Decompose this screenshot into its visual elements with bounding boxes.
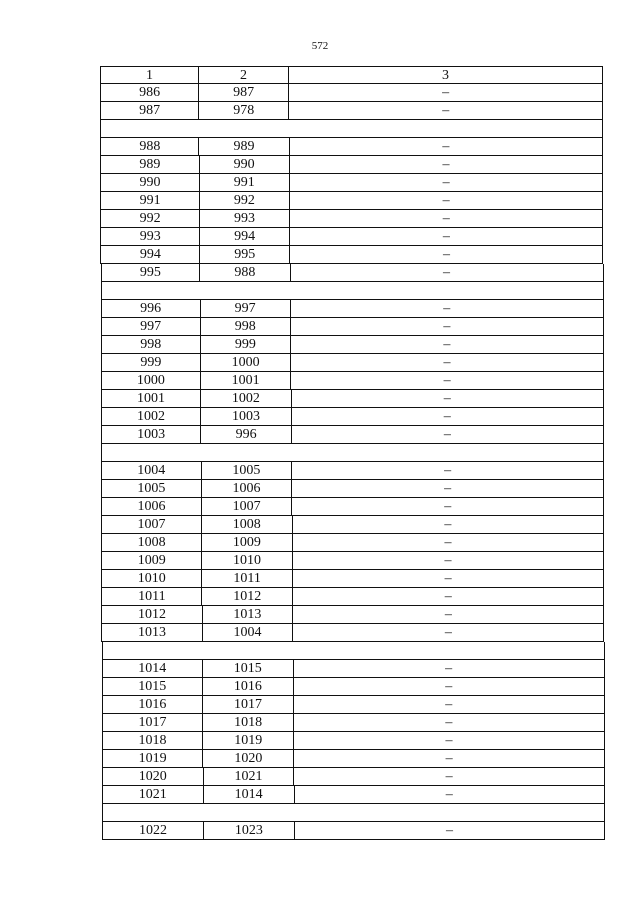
cell-col-3: –	[443, 265, 451, 280]
table-row	[100, 228, 603, 246]
cell-col-3: –	[445, 769, 453, 784]
cell-col-2: 1002	[200, 390, 291, 407]
table-row	[101, 408, 604, 426]
cell-col-3: –	[444, 517, 452, 532]
cell-col-2: 990	[199, 156, 290, 173]
cell-col-2: 994	[199, 228, 290, 245]
cell-col-3: –	[444, 625, 452, 640]
cell-col-2: 1001	[200, 372, 291, 389]
cell-col-1: 1013	[138, 625, 167, 640]
cell-col-2: 1009	[201, 534, 293, 551]
cell-col-2: 988	[199, 264, 290, 281]
cell-col-3: –	[444, 607, 452, 622]
cell-col-2: 991	[199, 174, 290, 191]
cell-col-1: 1009	[137, 553, 166, 568]
table-row	[101, 552, 604, 570]
cell-col-3: –	[443, 409, 451, 424]
table-row	[102, 822, 605, 840]
cell-col-1: 1020	[138, 769, 167, 784]
cell-col-2: 992	[199, 192, 290, 209]
cell-col-2: 1008	[201, 516, 293, 533]
cell-col-1: 1011	[138, 589, 166, 604]
table-row	[100, 192, 603, 210]
page-number: 572	[311, 40, 329, 52]
cell-col-3: –	[442, 247, 450, 262]
cell-col-3: –	[443, 391, 451, 406]
table-row	[100, 156, 603, 174]
cell-col-2: 1007	[201, 498, 293, 515]
cell-col-1: 1	[146, 68, 153, 83]
cell-col-3: 3	[442, 68, 449, 83]
cell-col-3: –	[443, 427, 451, 442]
cell-col-2: 1013	[202, 606, 294, 623]
cell-col-1: 1005	[137, 481, 166, 496]
table-row	[101, 588, 604, 606]
table-row	[100, 210, 603, 228]
table-row	[102, 750, 605, 768]
cell-col-3: –	[445, 679, 453, 694]
cell-col-3: –	[442, 193, 450, 208]
cell-col-1: 1022	[138, 823, 167, 838]
cell-col-2: 1004	[202, 624, 294, 641]
cell-col-3: –	[445, 823, 453, 838]
cell-col-3: –	[445, 787, 453, 802]
table-row	[101, 462, 604, 480]
header-row	[100, 66, 603, 84]
cell-col-1: 1019	[138, 751, 167, 766]
table-row	[101, 300, 604, 318]
cell-col-3: –	[443, 337, 451, 352]
cell-col-2: 2	[198, 67, 289, 84]
cell-col-3: –	[445, 733, 453, 748]
cell-col-1: 995	[139, 265, 161, 280]
cell-col-3: –	[444, 463, 452, 478]
cell-col-1: 1002	[137, 409, 166, 424]
cell-col-1: 999	[140, 355, 162, 370]
cell-col-3: –	[442, 157, 450, 172]
cell-col-2: 998	[200, 318, 291, 335]
cell-col-2: 1011	[201, 570, 293, 587]
cell-col-1: 990	[139, 175, 161, 190]
cell-col-3: –	[442, 175, 450, 190]
cell-col-2: 993	[199, 210, 290, 227]
cell-col-3: –	[444, 481, 452, 496]
cell-col-2: 997	[200, 300, 291, 317]
cell-col-2: 1000	[200, 354, 291, 371]
table-row	[101, 426, 604, 444]
table-row	[101, 534, 604, 552]
cell-col-1: 993	[139, 229, 161, 244]
table-row	[101, 390, 604, 408]
cell-col-2: 1014	[203, 786, 295, 803]
cell-col-2: 1018	[202, 714, 294, 731]
group-separator	[100, 120, 603, 138]
cell-col-2: 978	[198, 102, 289, 119]
cell-col-3: –	[443, 373, 451, 388]
cell-col-1: 1000	[136, 373, 165, 388]
cell-col-3: –	[444, 553, 452, 568]
table-row	[100, 246, 603, 264]
group-separator	[102, 642, 605, 660]
cell-col-2: 1005	[201, 462, 293, 479]
table-row	[101, 354, 604, 372]
cell-col-1: 1016	[138, 697, 167, 712]
cell-col-2: 1020	[202, 750, 294, 767]
group-separator	[101, 282, 604, 300]
cell-col-1: 1006	[137, 499, 166, 514]
table-row	[102, 696, 605, 714]
table-row	[102, 714, 605, 732]
cell-col-3: –	[443, 355, 451, 370]
cell-col-3: –	[445, 751, 453, 766]
table-row	[101, 372, 604, 390]
table-row	[100, 84, 603, 102]
cell-col-2: 1021	[203, 768, 295, 785]
cell-col-2: 1023	[203, 822, 295, 839]
cell-col-3: –	[442, 103, 450, 118]
cell-col-2: 987	[198, 84, 289, 101]
cell-col-2: 1006	[201, 480, 293, 497]
cell-col-1: 996	[140, 301, 162, 316]
cell-col-3: –	[444, 571, 452, 586]
group-separator	[102, 804, 605, 822]
table-row	[102, 660, 605, 678]
cell-col-3: –	[442, 139, 450, 154]
cell-col-2: 1019	[202, 732, 294, 749]
table-row	[101, 624, 604, 642]
cell-col-2: 989	[198, 138, 289, 155]
cell-col-1: 1010	[137, 571, 166, 586]
cell-col-1: 1018	[138, 733, 167, 748]
table-row	[101, 264, 604, 282]
cell-col-1: 1021	[138, 787, 167, 802]
cell-col-2: 1017	[202, 696, 294, 713]
cell-col-2: 995	[199, 246, 290, 263]
cell-col-1: 988	[139, 139, 161, 154]
cell-col-3: –	[442, 85, 450, 100]
cell-col-2: 1010	[201, 552, 293, 569]
table-row	[100, 102, 603, 120]
cell-col-2: 1003	[200, 408, 291, 425]
cell-col-3: –	[444, 499, 452, 514]
cell-col-3: –	[443, 301, 451, 316]
cell-col-2: 999	[200, 336, 291, 353]
cell-col-1: 1007	[137, 517, 166, 532]
cell-col-3: –	[444, 535, 452, 550]
group-separator	[101, 444, 604, 462]
table-row	[101, 336, 604, 354]
cell-col-1: 1001	[136, 391, 165, 406]
table-row	[102, 786, 605, 804]
cell-col-1: 1014	[138, 661, 167, 676]
cell-col-3: –	[442, 211, 450, 226]
cell-col-2: 1016	[202, 678, 294, 695]
cell-col-1: 991	[139, 193, 161, 208]
cell-col-1: 1004	[137, 463, 166, 478]
cell-col-2: 1012	[201, 588, 293, 605]
cell-col-3: –	[445, 715, 453, 730]
table-row	[101, 498, 604, 516]
cell-col-3: –	[444, 589, 452, 604]
table-row	[101, 318, 604, 336]
cell-col-1: 998	[140, 337, 162, 352]
cell-col-1: 1003	[137, 427, 166, 442]
cell-col-2: 1015	[202, 660, 294, 677]
cell-col-1: 986	[139, 85, 161, 100]
cell-col-1: 1017	[138, 715, 167, 730]
cell-col-1: 1008	[137, 535, 166, 550]
table-row	[102, 732, 605, 750]
cell-col-3: –	[445, 661, 453, 676]
cell-col-3: –	[443, 319, 451, 334]
cell-col-1: 987	[139, 103, 161, 118]
table-row	[101, 606, 604, 624]
table-row	[100, 138, 603, 156]
table-row	[100, 174, 603, 192]
table-row	[102, 678, 605, 696]
cell-col-3: –	[445, 697, 453, 712]
cell-col-1: 994	[139, 247, 161, 262]
cell-col-1: 1012	[137, 607, 166, 622]
table-row	[102, 768, 605, 786]
cell-col-2: 996	[200, 426, 291, 443]
cell-col-1: 992	[139, 211, 161, 226]
table-row	[101, 516, 604, 534]
cell-col-1: 1015	[138, 679, 167, 694]
cell-col-3: –	[442, 229, 450, 244]
table-row	[101, 480, 604, 498]
table-row	[101, 570, 604, 588]
cell-col-1: 989	[139, 157, 161, 172]
cell-col-1: 997	[140, 319, 162, 334]
